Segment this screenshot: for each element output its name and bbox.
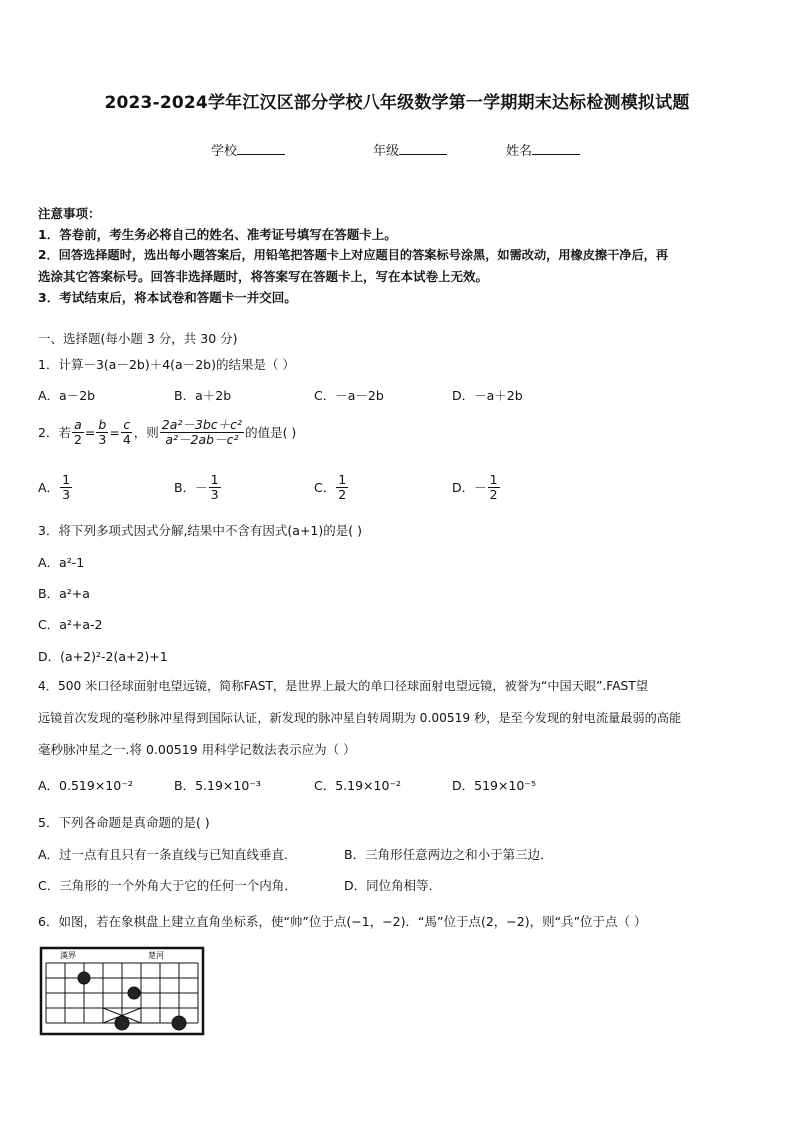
q3-option-a[interactable]: A．a²-1 bbox=[38, 555, 85, 570]
notice-item-2a: 2．回答选择题时，选出每小题答案后，用铅笔把答题卡上对应题目的答案标号涂黑，如需改动，用橡皮擦干净后，再 bbox=[38, 248, 669, 262]
q4-option-d[interactable]: D．519×10⁻⁵ bbox=[452, 778, 536, 793]
ma-piece-icon bbox=[172, 1016, 186, 1030]
grade-label: 年级 bbox=[373, 144, 400, 159]
q2-frac-b: $\frac{b}{3}$ bbox=[98, 417, 107, 447]
q1-stem: 1．计算－3(a－2b)＋4(a－2b)的结果是（ ） bbox=[38, 357, 295, 372]
q2-option-b[interactable]: B． － $\frac{1}{3}$ bbox=[174, 472, 219, 502]
q1-option-c[interactable]: C．－a－2b bbox=[314, 388, 384, 403]
q2-option-a[interactable]: A． $\frac{1}{3}$ bbox=[38, 472, 71, 502]
name-field[interactable] bbox=[506, 140, 580, 159]
q4-option-a[interactable]: A．0.519×10⁻² bbox=[38, 778, 133, 793]
q2-eq-2: = bbox=[109, 424, 120, 440]
q2-stem bbox=[38, 418, 296, 447]
q5-option-b[interactable]: B．三角形任意两边之和小于第三边． bbox=[344, 847, 553, 862]
q1-option-d[interactable]: D．－a＋2b bbox=[452, 388, 523, 403]
q3-stem: 3．将下列多项式因式分解,结果中不含有因式(a+1)的是( ) bbox=[38, 523, 362, 538]
q4-line-3: 毫秒脉冲星之一.将 0.00519 用科学记数法表示应为（ ） bbox=[38, 742, 356, 757]
page-title: 2023-2024学年江汉区部分学校八年级数学第一学期期末达标检测模拟试题 bbox=[104, 93, 690, 113]
notice-item-1: 1．答卷前，考生务必将自己的姓名、准考证号填写在答题卡上。 bbox=[38, 227, 397, 242]
q2-option-c[interactable]: C． $\frac{1}{2}$ bbox=[314, 472, 347, 502]
board-label-right: 楚河 bbox=[148, 951, 164, 960]
q4-option-b[interactable]: B．5.19×10⁻³ bbox=[174, 778, 261, 793]
bing-piece-icon bbox=[78, 972, 90, 984]
q4-line-1: 4．500 米口径球面射电望远镜，简称FAST，是世界上最大的单口径球面射电望远镜，被誉为“中国天眼”.FAST望 bbox=[38, 679, 648, 693]
notice-item-2b: 选涂其它答案标号。回答非选择题时，将答案写在答题卡上，写在本试卷上无效。 bbox=[38, 269, 489, 284]
q2-big-fraction: $\frac{\text{2a²－3bc＋c²}}{\text{a²－2ab－c²}}$ bbox=[161, 417, 243, 447]
q2-prefix: 2．若 bbox=[38, 425, 71, 441]
name-blank[interactable] bbox=[532, 143, 580, 155]
name-label: 姓名 bbox=[506, 144, 533, 159]
q2-mid: ，则 bbox=[133, 425, 159, 441]
q4-option-c[interactable]: C．5.19×10⁻² bbox=[314, 778, 402, 793]
chess-piece-icon bbox=[128, 987, 140, 999]
board-label-left: 漢界 bbox=[60, 951, 76, 960]
q2-option-d[interactable]: D． － $\frac{1}{2}$ bbox=[452, 472, 498, 502]
q1-option-b[interactable]: B．a＋2b bbox=[174, 388, 232, 403]
grade-blank[interactable] bbox=[399, 143, 447, 155]
q6-stem: 6．如图，若在象棋盘上建立直角坐标系，使“帅”位于点(−1，−2)．“馬”位于点(2，−2)，则“兵”位于点（ ） bbox=[38, 914, 647, 929]
q2-frac-c: $\frac{c}{4}$ bbox=[122, 417, 131, 447]
notice-item-3: 3．考试结束后，将本试卷和答题卡一并交回。 bbox=[38, 290, 297, 305]
q3-option-d[interactable]: D．(a+2)²-2(a+2)+1 bbox=[38, 649, 168, 664]
notice-heading: 注意事项： bbox=[38, 206, 101, 221]
board-grid bbox=[46, 963, 198, 1023]
grade-field[interactable] bbox=[373, 140, 447, 159]
q4-line-2: 远镜首次发现的毫秒脉冲星得到国际认证，新发现的脉冲星自转周期为 0.00519 秒，是至今发现的射电流量最弱的高能 bbox=[38, 711, 682, 725]
chess-board-figure bbox=[38, 945, 206, 1037]
q3-option-b[interactable]: B．a²+a bbox=[38, 586, 90, 601]
q5-option-c[interactable]: C．三角形的一个外角大于它的任何一个内角． bbox=[38, 878, 297, 893]
q2-eq-1: = bbox=[84, 424, 96, 440]
shuai-piece-icon bbox=[115, 1016, 129, 1030]
school-field[interactable] bbox=[211, 140, 285, 159]
school-label: 学校 bbox=[211, 144, 238, 159]
section-heading: 一、选择题(每小题 3 分，共 30 分) bbox=[38, 331, 238, 346]
q5-stem: 5．下列各命题是真命题的是( ) bbox=[38, 815, 210, 830]
q2-suffix: 的值是( ) bbox=[245, 425, 297, 441]
q3-option-c[interactable]: C．a²+a-2 bbox=[38, 617, 103, 632]
q5-option-a[interactable]: A．过一点有且只有一条直线与已知直线垂直． bbox=[38, 847, 297, 862]
school-blank[interactable] bbox=[237, 143, 285, 155]
q5-option-d[interactable]: D．同位角相等． bbox=[344, 878, 442, 893]
q1-option-a[interactable]: A．a－2b bbox=[38, 388, 96, 403]
q2-frac-a: $\frac{a}{2}$ bbox=[73, 417, 82, 447]
